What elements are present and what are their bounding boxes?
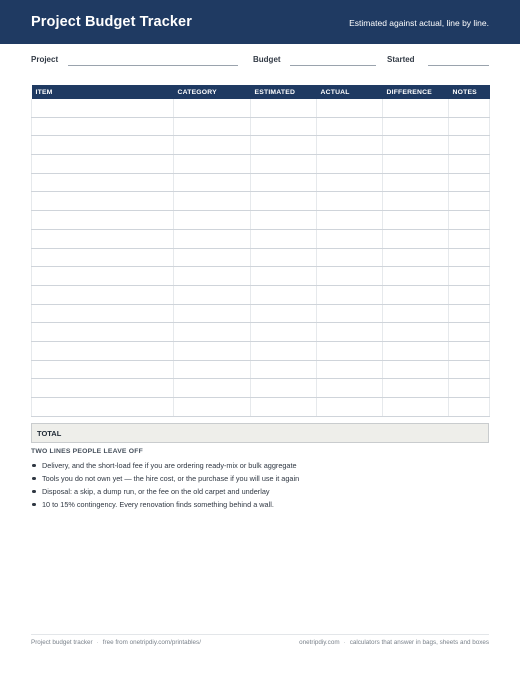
table-cell[interactable] bbox=[251, 155, 317, 174]
table-row bbox=[32, 117, 490, 136]
table-cell[interactable] bbox=[174, 248, 251, 267]
table-cell[interactable] bbox=[383, 341, 449, 360]
table-cell[interactable] bbox=[174, 304, 251, 323]
table-cell[interactable] bbox=[449, 211, 490, 230]
table-cell[interactable] bbox=[317, 229, 383, 248]
table-cell[interactable] bbox=[251, 341, 317, 360]
table-cell[interactable] bbox=[32, 136, 174, 155]
table-cell[interactable] bbox=[449, 192, 490, 211]
footer-site: onetripdiy.com bbox=[299, 639, 340, 646]
table-cell[interactable] bbox=[317, 211, 383, 230]
table-cell[interactable] bbox=[32, 304, 174, 323]
table-row bbox=[32, 173, 490, 192]
table-cell[interactable] bbox=[383, 173, 449, 192]
table-cell[interactable] bbox=[174, 267, 251, 286]
table-cell[interactable] bbox=[32, 379, 174, 398]
table-row bbox=[32, 248, 490, 267]
footer-title: Project budget tracker bbox=[31, 639, 93, 646]
column-header-notes: NOTES bbox=[449, 85, 490, 99]
table-cell[interactable] bbox=[383, 379, 449, 398]
table-cell[interactable] bbox=[449, 155, 490, 174]
footer-tagline: calculators that answer in bags, sheets and boxes bbox=[349, 639, 489, 646]
footer-left bbox=[31, 639, 201, 646]
page-header bbox=[0, 0, 520, 44]
table-cell[interactable] bbox=[251, 173, 317, 192]
table-cell[interactable] bbox=[32, 117, 174, 136]
table-cell[interactable] bbox=[32, 155, 174, 174]
table-row bbox=[32, 285, 490, 304]
footer-source: free from onetripdiy.com/printables/ bbox=[102, 639, 201, 646]
table-cell[interactable] bbox=[251, 192, 317, 211]
table-cell[interactable] bbox=[317, 99, 383, 117]
footer-right bbox=[299, 639, 489, 646]
table-cell[interactable] bbox=[383, 248, 449, 267]
project-fields bbox=[31, 55, 489, 69]
table-row bbox=[32, 398, 490, 417]
table-cell[interactable] bbox=[449, 173, 490, 192]
table-cell[interactable] bbox=[383, 136, 449, 155]
list-item: Disposal: a skip, a dump run, or the fee on the old carpet and underlay bbox=[31, 487, 299, 500]
table-cell[interactable] bbox=[32, 99, 174, 117]
table-cell[interactable] bbox=[317, 285, 383, 304]
column-header-actual: ACTUAL bbox=[317, 85, 383, 99]
table-cell[interactable] bbox=[251, 267, 317, 286]
project-label: Project bbox=[31, 55, 59, 64]
table-cell[interactable] bbox=[317, 341, 383, 360]
footer-divider bbox=[31, 634, 489, 635]
page-title: Project Budget Tracker bbox=[31, 14, 192, 30]
table-cell[interactable] bbox=[174, 155, 251, 174]
table-cell[interactable] bbox=[32, 211, 174, 230]
table-cell[interactable] bbox=[383, 211, 449, 230]
table-cell[interactable] bbox=[174, 285, 251, 304]
table-cell[interactable] bbox=[174, 360, 251, 379]
table-cell[interactable] bbox=[174, 99, 251, 117]
table-cell[interactable] bbox=[174, 398, 251, 417]
table-row bbox=[32, 229, 490, 248]
total-row bbox=[31, 423, 489, 443]
table-cell[interactable] bbox=[317, 267, 383, 286]
table-cell[interactable] bbox=[317, 136, 383, 155]
table-cell[interactable] bbox=[383, 192, 449, 211]
table-cell[interactable] bbox=[251, 99, 317, 117]
table-cell[interactable] bbox=[449, 267, 490, 286]
table-cell[interactable] bbox=[251, 323, 317, 342]
table-cell[interactable] bbox=[32, 173, 174, 192]
footer-separator: · bbox=[343, 639, 346, 646]
table-cell[interactable] bbox=[383, 117, 449, 136]
table-cell[interactable] bbox=[317, 304, 383, 323]
table-cell[interactable] bbox=[251, 117, 317, 136]
table-cell[interactable] bbox=[449, 341, 490, 360]
column-header-category: CATEGORY bbox=[174, 85, 251, 99]
table-cell[interactable] bbox=[174, 323, 251, 342]
table-row bbox=[32, 379, 490, 398]
table-cell[interactable] bbox=[174, 192, 251, 211]
project-field[interactable] bbox=[68, 65, 238, 66]
table-cell[interactable] bbox=[449, 136, 490, 155]
table-cell[interactable] bbox=[251, 304, 317, 323]
table-cell[interactable] bbox=[251, 211, 317, 230]
table-cell[interactable] bbox=[449, 379, 490, 398]
table-cell[interactable] bbox=[383, 285, 449, 304]
table-cell[interactable] bbox=[32, 323, 174, 342]
table-cell[interactable] bbox=[174, 229, 251, 248]
table-cell[interactable] bbox=[317, 360, 383, 379]
table-cell[interactable] bbox=[32, 192, 174, 211]
table-row bbox=[32, 211, 490, 230]
table-cell[interactable] bbox=[449, 304, 490, 323]
table-cell[interactable] bbox=[251, 248, 317, 267]
table-row bbox=[32, 360, 490, 379]
list-item: Delivery, and the short-load fee if you are ordering ready-mix or bulk aggregate bbox=[31, 461, 299, 474]
table-cell[interactable] bbox=[383, 155, 449, 174]
table-row bbox=[32, 304, 490, 323]
table-cell[interactable] bbox=[449, 285, 490, 304]
footer-separator: · bbox=[96, 639, 99, 646]
table-cell[interactable] bbox=[383, 267, 449, 286]
budget-table bbox=[31, 85, 490, 417]
table-row bbox=[32, 267, 490, 286]
list-item: 10 to 15% contingency. Every renovation finds something behind a wall. bbox=[31, 500, 299, 513]
table-cell[interactable] bbox=[383, 99, 449, 117]
table-cell[interactable] bbox=[251, 379, 317, 398]
table-cell[interactable] bbox=[317, 398, 383, 417]
column-header-estimated: ESTIMATED bbox=[251, 85, 317, 99]
table-cell[interactable] bbox=[174, 117, 251, 136]
budget-field[interactable] bbox=[290, 65, 376, 66]
table-body bbox=[32, 99, 490, 416]
table-cell[interactable] bbox=[174, 211, 251, 230]
table-row bbox=[32, 323, 490, 342]
table-cell[interactable] bbox=[317, 192, 383, 211]
table-cell[interactable] bbox=[251, 229, 317, 248]
started-field[interactable] bbox=[428, 65, 489, 66]
table-cell[interactable] bbox=[317, 173, 383, 192]
table-row bbox=[32, 341, 490, 360]
table-cell[interactable] bbox=[383, 323, 449, 342]
table-cell[interactable] bbox=[383, 229, 449, 248]
table-cell[interactable] bbox=[317, 248, 383, 267]
table-cell[interactable] bbox=[449, 99, 490, 117]
table-cell[interactable] bbox=[174, 379, 251, 398]
table-cell[interactable] bbox=[174, 341, 251, 360]
table-row bbox=[32, 99, 490, 117]
table-cell[interactable] bbox=[383, 398, 449, 417]
list-item: Tools you do not own yet — the hire cost, or the purchase if you will use it again bbox=[31, 474, 299, 487]
table-cell[interactable] bbox=[317, 155, 383, 174]
table-cell[interactable] bbox=[317, 379, 383, 398]
table-cell[interactable] bbox=[251, 285, 317, 304]
page-subtitle: Estimated against actual, line by line. bbox=[349, 18, 489, 28]
table-cell[interactable] bbox=[32, 285, 174, 304]
table-cell[interactable] bbox=[383, 304, 449, 323]
table-cell[interactable] bbox=[32, 248, 174, 267]
started-label: Started bbox=[387, 55, 415, 64]
table-cell[interactable] bbox=[449, 248, 490, 267]
table-cell[interactable] bbox=[449, 323, 490, 342]
table-cell[interactable] bbox=[32, 341, 174, 360]
budget-label: Budget bbox=[253, 55, 281, 64]
table-cell[interactable] bbox=[32, 267, 174, 286]
column-header-difference: DIFFERENCE bbox=[383, 85, 449, 99]
table-cell[interactable] bbox=[32, 360, 174, 379]
table-row bbox=[32, 136, 490, 155]
table-cell[interactable] bbox=[449, 360, 490, 379]
total-label: TOTAL bbox=[37, 429, 62, 438]
table-cell[interactable] bbox=[317, 323, 383, 342]
table-cell[interactable] bbox=[383, 360, 449, 379]
table-row bbox=[32, 155, 490, 174]
table-cell[interactable] bbox=[449, 229, 490, 248]
table-cell[interactable] bbox=[449, 398, 490, 417]
tips-heading: TWO LINES PEOPLE LEAVE OFF bbox=[31, 448, 143, 455]
tips-list bbox=[31, 461, 299, 513]
table-cell[interactable] bbox=[251, 398, 317, 417]
table-cell[interactable] bbox=[251, 136, 317, 155]
table-cell[interactable] bbox=[251, 360, 317, 379]
table-cell[interactable] bbox=[174, 136, 251, 155]
column-header-item: ITEM bbox=[32, 85, 174, 99]
table-cell[interactable] bbox=[449, 117, 490, 136]
table-cell[interactable] bbox=[32, 229, 174, 248]
table-header-row bbox=[32, 85, 490, 99]
table-cell[interactable] bbox=[317, 117, 383, 136]
table-cell[interactable] bbox=[32, 398, 174, 417]
table-cell[interactable] bbox=[174, 173, 251, 192]
table-row bbox=[32, 192, 490, 211]
